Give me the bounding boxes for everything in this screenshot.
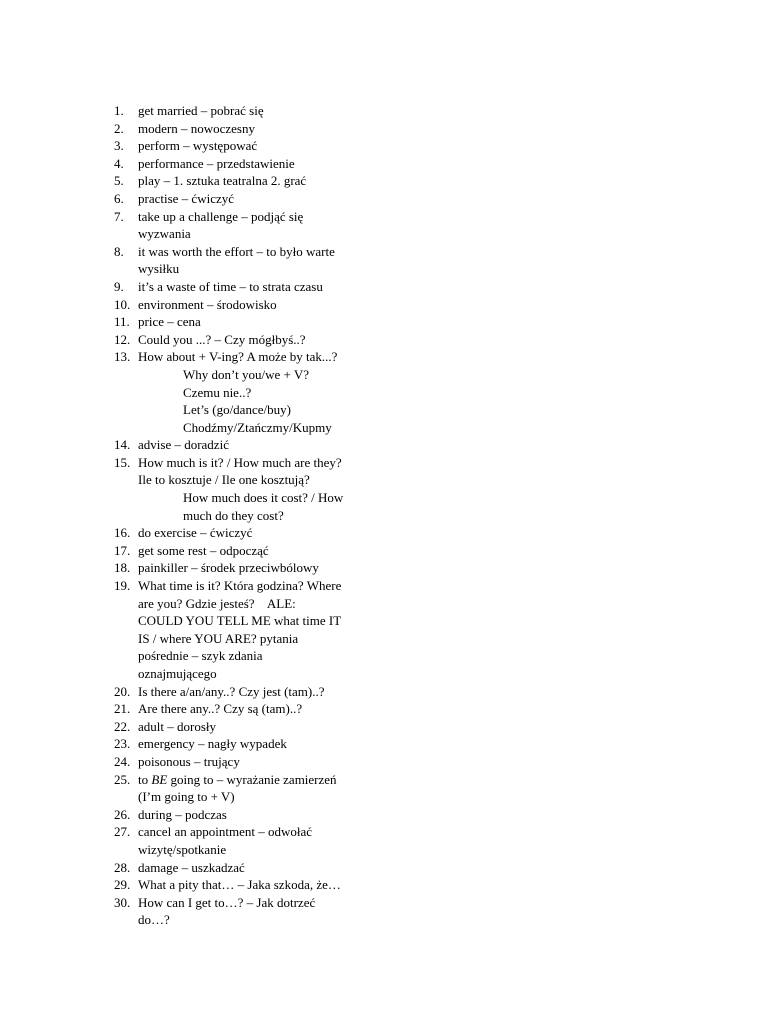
item-number: 11. [114,314,130,330]
item-text [138,894,378,929]
item-line: How about + V-ing? A może by tak...? [138,349,338,365]
item-line: painkiller – środek przeciwbólowy [138,560,319,576]
item-line: Why don’t you/we + V? [183,366,310,382]
list-item [0,559,768,577]
item-line: to BE going to – wyrażanie zamierzeń [138,771,337,787]
item-text [138,208,378,243]
item-number: 22. [114,718,131,734]
item-line: do…? [138,912,170,928]
item-line: How much is it? / How much are they? [138,454,342,470]
item-line: price – cena [138,314,201,330]
item-text [138,524,378,542]
item-line: COULD YOU TELL ME what time IT [138,613,342,629]
item-line: adult – dorosły [138,718,216,734]
item-number: 9. [114,278,124,294]
list-item [0,876,768,894]
item-line: wizytę/spotkanie [138,841,227,857]
item-text [138,700,378,718]
item-number: 26. [114,806,131,822]
item-line: get married – pobrać się [138,103,264,118]
item-number: 20. [114,683,131,699]
item-number: 4. [114,155,124,171]
item-number: 25. [114,771,131,787]
item-line: Ile to kosztuje / Ile one kosztują? [138,472,310,488]
list-item [0,208,768,243]
item-line: Let’s (go/dance/buy) [183,402,291,418]
list-item [0,859,768,877]
item-text [138,859,378,877]
item-text [138,454,378,524]
item-line: during – podczas [138,806,227,822]
item-text [138,296,378,314]
item-text [138,102,378,120]
item-number: 7. [114,208,124,224]
item-number: 5. [114,173,124,189]
item-number: 8. [114,243,124,259]
item-line: oznajmującego [138,666,217,681]
list-item [0,700,768,718]
item-line: poisonous – trujący [138,753,240,769]
item-line: advise – doradzić [138,437,229,453]
item-line: take up a challenge – podjąć się [138,208,304,224]
item-number: 21. [114,701,131,717]
list-item [0,524,768,542]
item-line: What a pity that… – Jaka szkoda, że… [138,877,341,893]
list-item [0,735,768,753]
item-text [138,278,378,296]
item-line: perform – występować [138,138,258,154]
item-text [138,137,378,155]
list-item [0,313,768,331]
item-line: How much does it cost? / How [183,490,344,506]
item-text [138,331,378,349]
item-number: 12. [114,331,131,347]
item-line: emergency – nagły wypadek [138,736,287,752]
item-line: How can I get to…? – Jak dotrzeć [138,894,316,910]
item-line: damage – uszkadzać [138,859,245,875]
item-line: IS / where YOU ARE? pytania [138,630,299,646]
list-item [0,753,768,771]
item-line: Czemu nie..? [183,384,252,400]
item-line: it was worth the effort – to było warte [138,243,335,259]
item-text [138,243,378,278]
item-line: are you? Gdzie jesteś? ALE: [138,595,296,611]
item-number: 23. [114,736,131,752]
list-item [0,243,768,278]
list-item [0,155,768,173]
item-text [138,718,378,736]
list-item [0,190,768,208]
list-item [0,120,768,138]
item-text [138,735,378,753]
item-number: 2. [114,120,124,136]
list-item [0,542,768,560]
item-text [138,348,378,436]
vocabulary-list [0,102,768,929]
list-item [0,296,768,314]
item-number: 1. [114,103,124,118]
list-item [0,172,768,190]
list-item [0,577,768,683]
item-line: do exercise – ćwiczyć [138,525,253,541]
item-number: 6. [114,190,124,206]
item-text [138,771,378,806]
item-line: (I’m going to + V) [138,789,235,805]
item-text [138,577,378,683]
item-line: practise – ćwiczyć [138,190,235,206]
item-line: it’s a waste of time – to strata czasu [138,278,323,294]
item-line: get some rest – odpocząć [138,542,269,558]
item-line: Could you ...? – Czy mógłbyś..? [138,331,306,347]
item-text [138,436,378,454]
item-text [138,542,378,560]
list-item [0,683,768,701]
list-item [0,436,768,454]
item-number: 24. [114,753,131,769]
item-line: environment – środowisko [138,296,277,312]
item-number: 19. [114,578,131,594]
list-item [0,102,768,120]
item-line: wysiłku [138,261,180,277]
item-text [138,683,378,701]
item-line: cancel an appointment – odwołać [138,824,312,840]
item-number: 14. [114,437,131,453]
item-text [138,823,378,858]
item-number: 18. [114,560,131,576]
item-text [138,120,378,138]
item-line: performance – przedstawienie [138,155,295,171]
item-number: 13. [114,349,131,365]
item-number: 30. [114,894,131,910]
item-number: 17. [114,542,131,558]
list-item [0,331,768,349]
item-line: much do they cost? [183,507,284,523]
item-line: play – 1. sztuka teatralna 2. grać [138,173,307,189]
item-number: 15. [114,454,131,470]
list-item [0,823,768,858]
item-line: Chodźmy/Ztańczmy/Kupmy [183,419,332,435]
list-item [0,718,768,736]
item-text [138,559,378,577]
item-line: Are there any..? Czy są (tam)..? [138,701,303,717]
item-text [138,313,378,331]
item-text [138,155,378,173]
list-item [0,278,768,296]
item-number: 10. [114,296,131,312]
item-line: modern – nowoczesny [138,120,255,136]
list-item [0,806,768,824]
item-text [138,753,378,771]
item-line: wyzwania [138,226,191,242]
item-number: 27. [114,824,131,840]
list-item [0,894,768,929]
item-text [138,172,378,190]
item-number: 29. [114,877,131,893]
item-text [138,876,378,894]
item-number: 3. [114,138,124,154]
item-line: What time is it? Która godzina? Where [138,578,342,594]
item-text [138,806,378,824]
list-item [0,137,768,155]
item-line: Is there a/an/any..? Czy jest (tam)..? [138,683,325,699]
item-number: 16. [114,525,131,541]
item-number: 28. [114,859,131,875]
emphasis: BE [151,771,168,787]
item-text [138,190,378,208]
list-item [0,348,768,436]
list-item [0,454,768,524]
list-item [0,771,768,806]
item-line: pośrednie – szyk zdania [138,648,263,664]
